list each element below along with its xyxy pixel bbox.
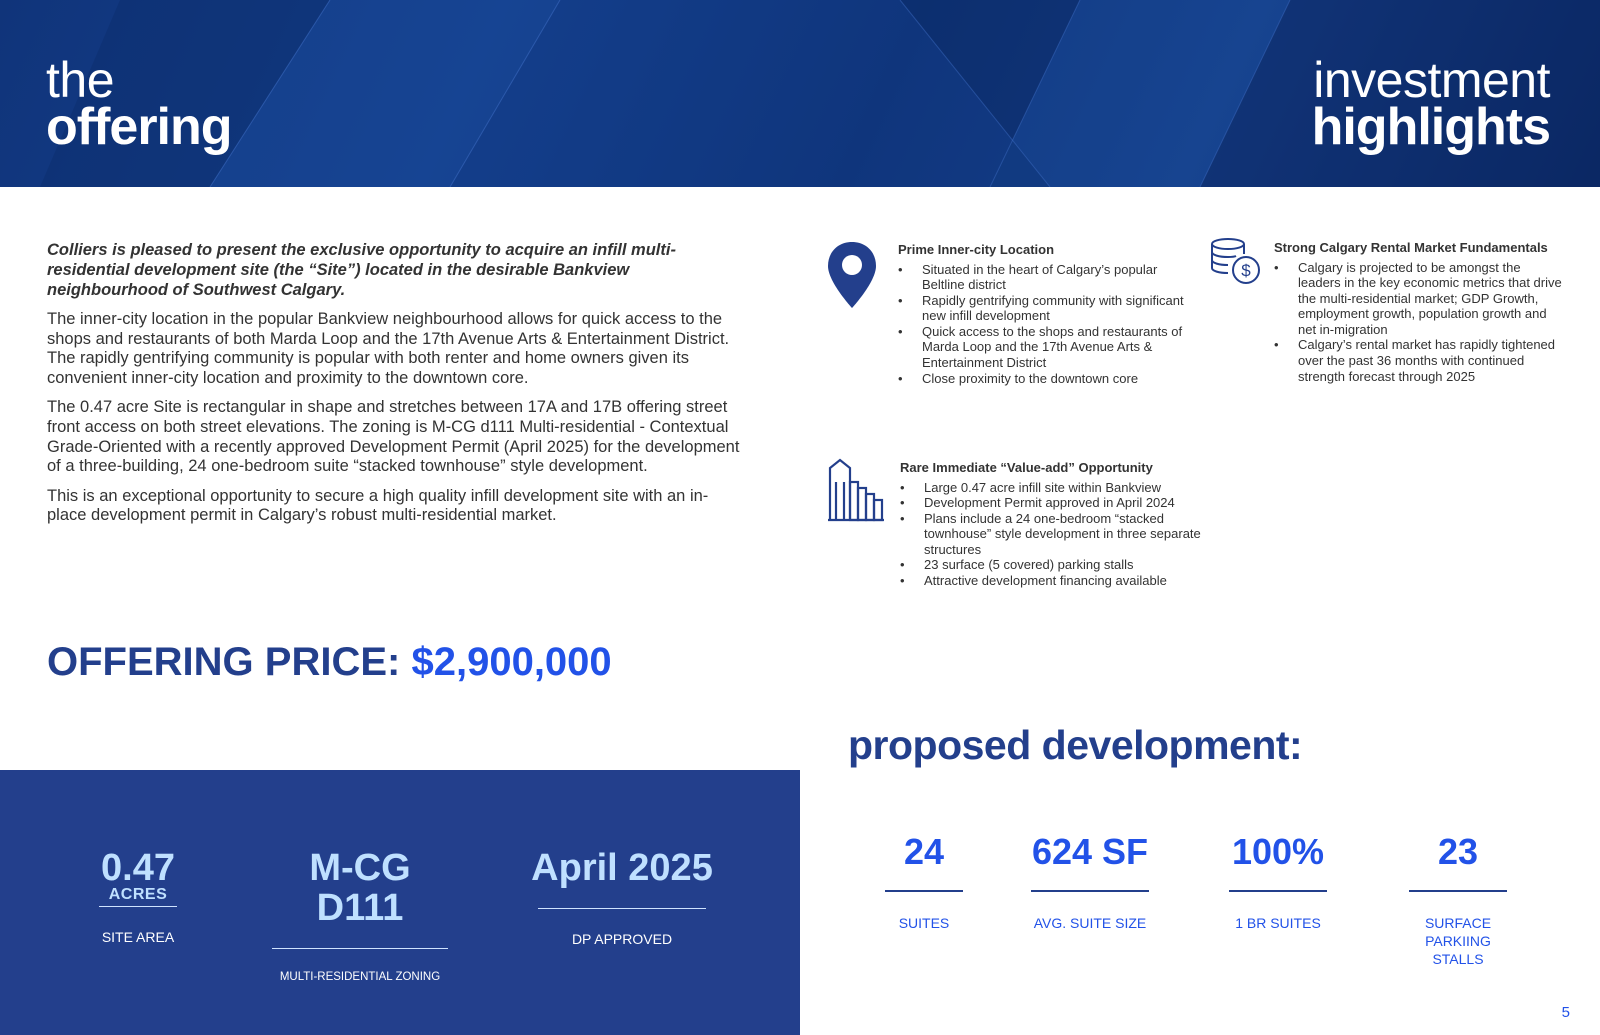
parking-stalls-value: 23	[1437, 831, 1479, 872]
zoning-value: M-CG D111	[309, 847, 411, 929]
list-item: • Calgary is projected to be amongst the leaders in the key economic metrics that drive the multi-residential market; GDP Growth, employment growth, population growth and net in-migration	[1274, 260, 1564, 338]
list-item: • 23 surface (5 covered) parking stalls	[900, 557, 1220, 573]
site-area-divider	[99, 906, 177, 907]
zoning-stat	[262, 848, 458, 983]
dp-approved-value: April 2025	[531, 847, 713, 889]
highlight-list-value-add	[900, 480, 1220, 589]
highlight-title-value-add: Rare Immediate “Value-add” Opportunity	[900, 460, 1153, 475]
parking-stalls-stat	[1388, 832, 1528, 968]
zoning-divider	[272, 948, 448, 949]
site-area-label: SITE AREA	[101, 929, 175, 945]
list-item: • Rapidly gentrifying community with significant new infill development	[898, 293, 1198, 324]
list-item: • Quick access to the shops and restaurants of Marda Loop and the 17th Avenue Arts & Entertainment District	[898, 324, 1198, 371]
avg-suite-size-stat	[1020, 832, 1160, 932]
offering-heading-light: the	[46, 52, 115, 108]
avg-suite-size-divider	[1031, 890, 1149, 892]
site-area-value: 0.47	[101, 847, 175, 889]
highlight-prime-location	[898, 242, 1198, 386]
buildings-chart-icon	[826, 458, 886, 527]
offering-price	[47, 640, 612, 685]
highlight-title-rental: Strong Calgary Rental Market Fundamentals	[1274, 240, 1548, 255]
list-item: • Development Permit approved in April 2024	[900, 495, 1220, 511]
proposed-development-title: proposed development:	[848, 722, 1303, 768]
offering-heading-bold: offering	[46, 98, 232, 156]
list-item: • Attractive development financing available	[900, 573, 1220, 589]
site-stats-panel	[0, 770, 800, 1035]
parking-stalls-divider	[1409, 890, 1507, 892]
avg-suite-size-value: 624 SF	[1031, 831, 1149, 872]
list-item: • Situated in the heart of Calgary’s popular Beltline district	[898, 262, 1198, 293]
offering-description	[47, 240, 747, 536]
highlights-heading	[1311, 52, 1550, 156]
highlight-value-add	[900, 460, 1220, 589]
one-br-suites-value: 100%	[1231, 831, 1325, 872]
offering-price-label: OFFERING PRICE:	[47, 640, 401, 684]
intro-paragraph-2: The 0.47 acre Site is rectangular in shape and stretches between 17A and 17B offering street front access on both street elevations. The zoning is M-CG d111 Multi-residential - Contextual Grade-Oriented with a recently approved Development Permit (April 2025) for the development of a three-building, 24 one-bedroom suite “stacked townhouse” style development.	[47, 398, 740, 476]
one-br-suites-stat	[1220, 832, 1336, 932]
list-item: • Plans include a 24 one-bedroom “stacked townhouse” style development in three separate structures	[900, 511, 1220, 558]
suites-label: SUITES	[898, 915, 950, 931]
suites-value: 24	[903, 831, 945, 872]
highlight-rental-market	[1274, 240, 1564, 384]
highlight-list-rental	[1274, 260, 1564, 385]
header-banner	[0, 0, 1600, 187]
dp-approved-label: DP APPROVED	[571, 931, 673, 947]
highlights-heading-light: investment	[1313, 52, 1550, 108]
list-item: • Large 0.47 acre infill site within Bankview	[900, 480, 1220, 496]
page-number: 5	[1561, 1004, 1570, 1021]
site-area-unit: ACRES	[108, 886, 168, 903]
avg-suite-size-label: AVG. SUITE SIZE	[1033, 915, 1147, 931]
site-area-stat	[98, 848, 178, 945]
one-br-suites-label: 1 BR SUITES	[1235, 915, 1321, 931]
svg-text:$: $	[1241, 261, 1251, 280]
list-item: • Calgary’s rental market has rapidly tightened over the past 36 months with continued strength forecast through 2025	[1274, 337, 1564, 384]
offering-heading	[46, 52, 232, 156]
map-pin-icon	[826, 240, 878, 315]
highlight-list-location	[898, 262, 1198, 387]
suites-stat	[876, 832, 972, 932]
parking-stalls-label: SURFACE PARKIING STALLS	[1424, 915, 1492, 967]
highlight-title-location: Prime Inner-city Location	[898, 242, 1055, 257]
intro-paragraph-3: This is an exceptional opportunity to secure a high quality infill development site with an in-place development permit in Calgary’s robust multi-residential market.	[47, 486, 709, 525]
intro-paragraph-1: The inner-city location in the popular Bankview neighbourhood allows for quick access to the shops and restaurants of both Marda Loop and the 17th Avenue Arts & Entertainment District. The rapidly gentrifying community is popular with both renter and home owners given its convenient inner-city location and proximity to the downtown core.	[47, 310, 730, 387]
zoning-label: MULTI-RESIDENTIAL ZONING	[279, 971, 441, 983]
list-item: • Close proximity to the downtown core	[898, 371, 1198, 387]
one-br-suites-divider	[1229, 890, 1327, 892]
coins-dollar-icon	[1210, 236, 1262, 293]
highlights-heading-bold: highlights	[1311, 98, 1550, 156]
intro-lead-paragraph: Colliers is pleased to present the exclusive opportunity to acquire an infill multi-residential development site (the “Site”) located in the desirable Bankview neighbourhood of Southwest Calgary.	[47, 241, 676, 299]
suites-divider	[885, 890, 963, 892]
offering-price-value: $2,900,000	[411, 640, 612, 684]
dp-approved-stat	[522, 848, 722, 947]
dp-approved-divider	[538, 908, 706, 909]
